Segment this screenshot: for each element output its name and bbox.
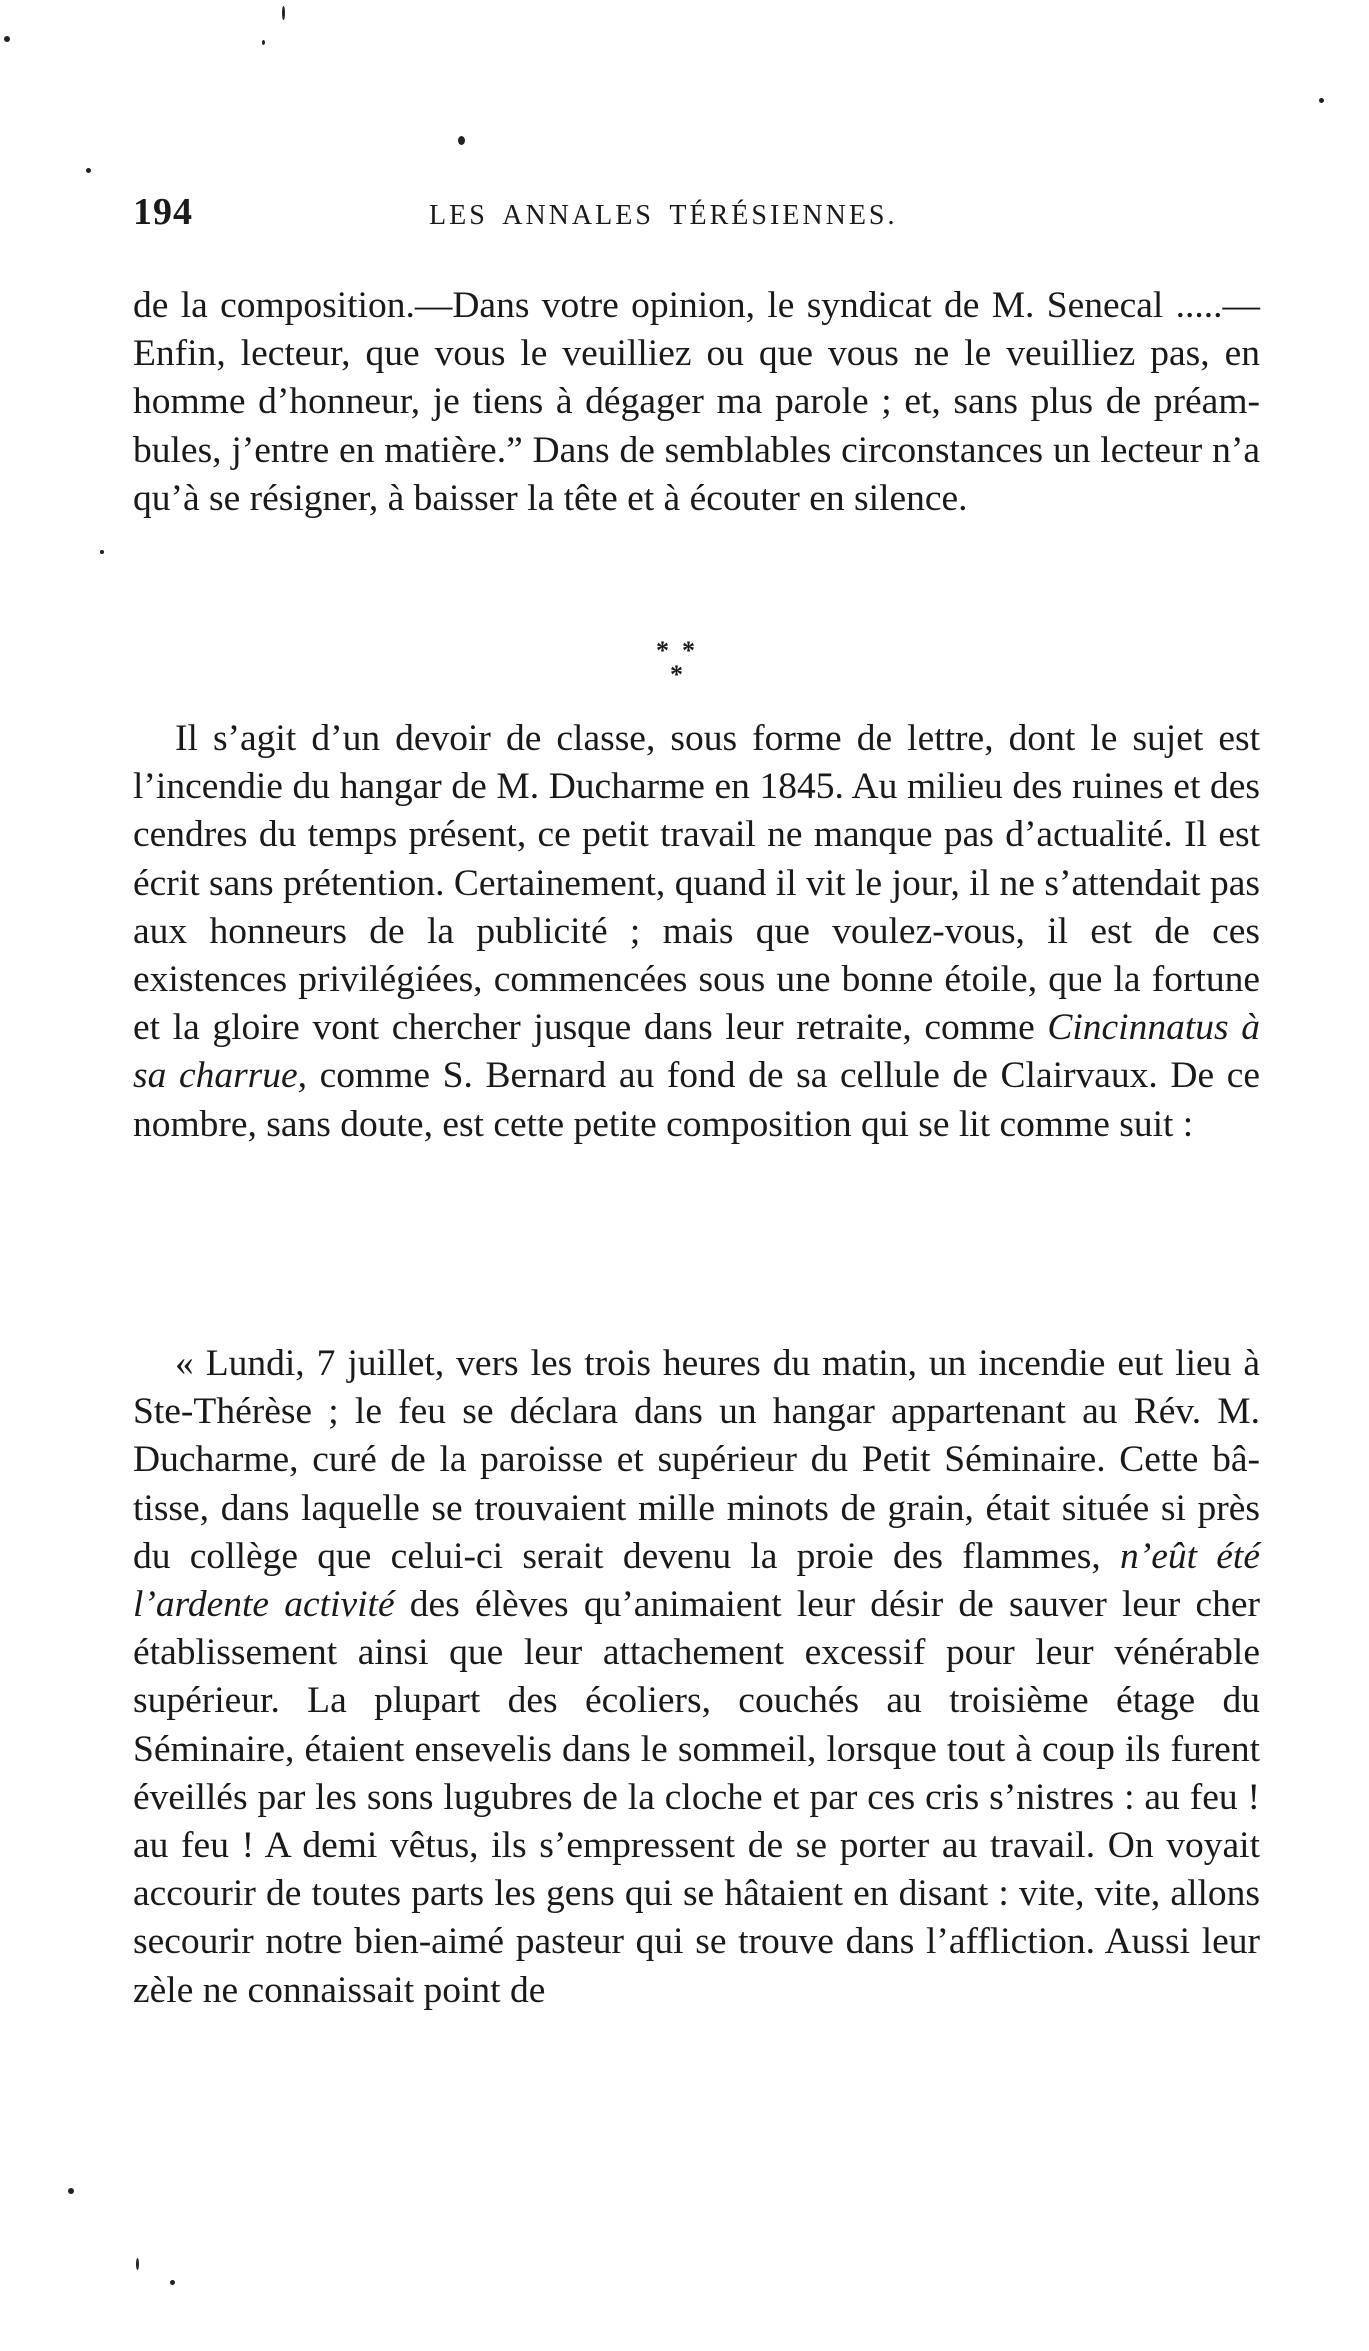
asterism-star: * [656,636,669,665]
ink-speck [1319,98,1324,103]
paragraph-2 [133,715,1260,1149]
ink-speck [68,2188,74,2194]
ink-speck [170,2280,175,2285]
ink-speck [86,168,91,173]
ink-speck [458,136,465,145]
ink-speck [100,550,104,554]
ink-speck [282,6,285,20]
paragraph-2-text: comme S. Bernard au fond de sa cellule de Clairvaux. De ce nombre, sans doute, est cette petite composition qui se lit comme suit : [133,1055,1260,1145]
paragraph-3-italic: n’eût été l’ardente activité [133,1535,1260,1626]
paragraph-3 [133,1340,1260,2015]
paragraph-3-text: des élèves qu’animaient leur désir de sauver leur cher établissement ainsi que leur attachement excessif pour leur vénérable supérieur. La plupart des écoliers, couchés au troisième étage du Séminaire, étaient ensevelis dans le sommeil, lorsque tout à coup ils furent éveillés par les sons lugubres de la cloche et par ces cris s’nistres : au feu ! au feu ! A demi vêtus, ils s’empressent de se porter au travail. On voyait accourir de toutes parts les gens qui se hâtaient en disant : vite, vite, allons secourir notre bien-aimé pasteur qui se trouve dans l’affliction. Aussi leur zèle ne connaissait point de [133,1584,1260,2011]
ink-speck [4,36,10,42]
asterism-star: * [670,660,683,689]
running-title: LES ANNALES TÉRÉSIENNES. [429,200,898,231]
paragraph-2-italic: Cincinnatus à sa charrue, [133,1007,1260,1097]
ink-speck [136,2258,139,2270]
ink-speck [262,40,265,45]
paragraph-1: de la composition.—Dans votre opinion, le syndicat de M. Senecal .....—Enfin, lecteur, que vous le veuilliez ou que vous ne le veuilliez pas, en homme d’honneur, je tiens à dégager ma parole ; et, sans plus de préambules, j’entre en matière.” Dans de semblables circonstances un lecteur n’a qu’à se résigner, à baisser la tête et à écouter en silence. [133,285,1260,519]
paragraph-2-text: Il s’agit d’un devoir de classe, sous forme de lettre, dont le sujet est l’incendie du hangar de M. Ducharme en 1845. Au milieu des ruines et des cendres du temps présent, ce petit travail ne manque pas d’actualité. Il est écrit sans prétention. Certainement, quand il vit le jour, il ne s’attendait pas aux honneurs de la publicité ; mais que voulez-vous, il est de ces existences privilégiées, commencées sous une bonne étoile, que la fortune et la gloire vont chercher jusque dans leur retraite, comme [133,718,1260,1049]
asterism-divider [656,638,716,698]
paragraph-3-text: « Lundi, 7 juillet, vers les trois heures du matin, un incendie eut lieu à Ste-Thérèse ; le feu se déclara dans un hangar appartenant au Rév. M. Ducharme, curé de la paroisse et supérieur du Petit Séminaire. Cette bâtisse, dans laquelle se trouvaient mille minots de grain, était située si près du collège que celui-ci serait devenu la proie des flammes, [133,1343,1260,1577]
asterism-star: * [682,636,695,665]
page-number: 194 [133,191,193,233]
page-header [133,190,1253,250]
